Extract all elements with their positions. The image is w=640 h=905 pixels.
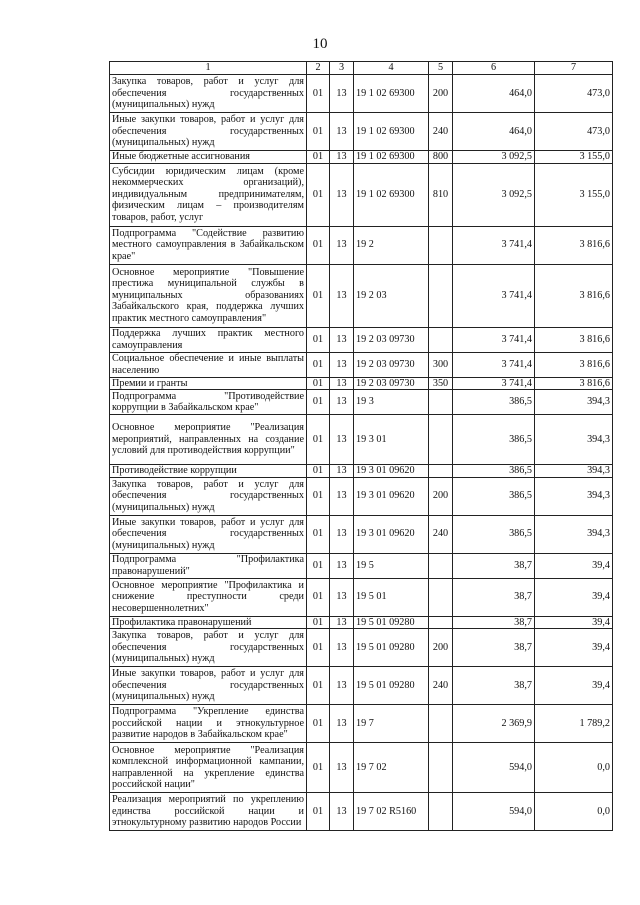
- row-amount-col7: 394,3: [535, 465, 613, 478]
- row-amount-col7: 394,3: [535, 515, 613, 553]
- row-target-article: 19 3 01 09620: [354, 465, 429, 478]
- row-amount-col6: 386,5: [453, 477, 535, 515]
- row-subsection: 13: [330, 553, 354, 578]
- row-amount-col7: 394,3: [535, 415, 613, 465]
- row-name: Иные бюджетные ассигнования: [110, 151, 307, 164]
- row-subsection: 13: [330, 264, 354, 327]
- row-amount-col6: 3 741,4: [453, 352, 535, 377]
- row-target-article: 19 1 02 69300: [354, 75, 429, 113]
- row-target-article: 19 2 03 09730: [354, 352, 429, 377]
- row-expense-type: 240: [429, 667, 453, 705]
- row-section: 01: [307, 578, 330, 616]
- table-row: [110, 667, 613, 705]
- row-amount-col6: 2 369,9: [453, 705, 535, 743]
- row-amount-col6: 38,7: [453, 553, 535, 578]
- row-amount-col7: 3 816,6: [535, 352, 613, 377]
- row-subsection: 13: [330, 793, 354, 831]
- column-header: 7: [535, 62, 613, 75]
- column-header: 5: [429, 62, 453, 75]
- row-amount-col7: 0,0: [535, 793, 613, 831]
- row-name: Основное мероприятие "Профилактика и снижение преступности среди несовершеннолетних": [110, 578, 307, 616]
- row-name: Субсидии юридическим лицам (кроме некоммерческих организаций), индивидуальным предпринимателям, физическим лицам – производителям товаров, работ, услуг: [110, 163, 307, 226]
- row-subsection: 13: [330, 667, 354, 705]
- row-name: Подпрограмма "Содействие развитию местного самоуправления в Забайкальском крае": [110, 226, 307, 264]
- row-name: Подпрограмма "Укрепление единства российской нации и этнокультурное развитие народов в Забайкальском крае": [110, 705, 307, 743]
- row-section: 01: [307, 415, 330, 465]
- row-section: 01: [307, 151, 330, 164]
- row-amount-col7: 3 816,6: [535, 226, 613, 264]
- row-name: Подпрограмма "Противодействие коррупции в Забайкальском крае": [110, 390, 307, 415]
- table-row: [110, 327, 613, 352]
- row-section: 01: [307, 477, 330, 515]
- row-name: Основное мероприятие "Реализация мероприятий, направленных на создание условий для противодействия коррупции": [110, 415, 307, 465]
- row-expense-type: [429, 465, 453, 478]
- row-section: 01: [307, 75, 330, 113]
- row-target-article: 19 3 01 09620: [354, 477, 429, 515]
- row-amount-col7: 3 816,6: [535, 264, 613, 327]
- budget-table: [109, 61, 613, 831]
- table-row: [110, 578, 613, 616]
- row-section: 01: [307, 113, 330, 151]
- row-expense-type: [429, 793, 453, 831]
- table-row: [110, 415, 613, 465]
- row-subsection: 13: [330, 226, 354, 264]
- row-expense-type: [429, 327, 453, 352]
- row-target-article: 19 3 01 09620: [354, 515, 429, 553]
- row-section: 01: [307, 390, 330, 415]
- row-subsection: 13: [330, 390, 354, 415]
- row-section: 01: [307, 793, 330, 831]
- row-subsection: 13: [330, 113, 354, 151]
- row-amount-col6: 3 741,4: [453, 264, 535, 327]
- row-expense-type: 200: [429, 477, 453, 515]
- table-row: [110, 264, 613, 327]
- row-amount-col6: 3 741,4: [453, 327, 535, 352]
- row-amount-col7: 3 816,6: [535, 377, 613, 390]
- row-amount-col6: 3 092,5: [453, 151, 535, 164]
- row-expense-type: 300: [429, 352, 453, 377]
- row-name: Иные закупки товаров, работ и услуг для обеспечения государственных (муниципальных) нужд: [110, 113, 307, 151]
- row-section: 01: [307, 616, 330, 629]
- table-row: [110, 352, 613, 377]
- row-amount-col7: 39,4: [535, 616, 613, 629]
- column-header: 1: [110, 62, 307, 75]
- row-expense-type: 810: [429, 163, 453, 226]
- row-subsection: 13: [330, 75, 354, 113]
- row-subsection: 13: [330, 515, 354, 553]
- row-expense-type: 240: [429, 515, 453, 553]
- row-name: Закупка товаров, работ и услуг для обеспечения государственных (муниципальных) нужд: [110, 629, 307, 667]
- row-amount-col7: 39,4: [535, 578, 613, 616]
- row-section: 01: [307, 667, 330, 705]
- row-amount-col6: 386,5: [453, 415, 535, 465]
- row-target-article: 19 1 02 69300: [354, 151, 429, 164]
- row-amount-col7: 39,4: [535, 629, 613, 667]
- row-subsection: 13: [330, 151, 354, 164]
- table-row: [110, 75, 613, 113]
- row-expense-type: [429, 553, 453, 578]
- column-header: 3: [330, 62, 354, 75]
- row-expense-type: 240: [429, 113, 453, 151]
- row-subsection: 13: [330, 377, 354, 390]
- row-amount-col7: 39,4: [535, 667, 613, 705]
- column-header: 6: [453, 62, 535, 75]
- row-section: 01: [307, 515, 330, 553]
- row-expense-type: 200: [429, 75, 453, 113]
- row-section: 01: [307, 553, 330, 578]
- row-target-article: 19 2: [354, 226, 429, 264]
- row-amount-col6: 3 741,4: [453, 226, 535, 264]
- table-row: [110, 113, 613, 151]
- row-target-article: 19 5 01 09280: [354, 629, 429, 667]
- row-target-article: 19 1 02 69300: [354, 163, 429, 226]
- row-name: Иные закупки товаров, работ и услуг для обеспечения государственных (муниципальных) нужд: [110, 667, 307, 705]
- row-name: Поддержка лучших практик местного самоуправления: [110, 327, 307, 352]
- row-amount-col7: 39,4: [535, 553, 613, 578]
- row-amount-col6: 464,0: [453, 113, 535, 151]
- row-target-article: 19 2 03: [354, 264, 429, 327]
- row-section: 01: [307, 465, 330, 478]
- row-section: 01: [307, 705, 330, 743]
- table-row: [110, 477, 613, 515]
- row-amount-col7: 3 155,0: [535, 151, 613, 164]
- row-amount-col7: 3 816,6: [535, 327, 613, 352]
- table-row: [110, 743, 613, 793]
- row-amount-col6: 3 741,4: [453, 377, 535, 390]
- row-subsection: 13: [330, 616, 354, 629]
- row-amount-col7: 473,0: [535, 75, 613, 113]
- row-target-article: 19 3: [354, 390, 429, 415]
- table-row: [110, 151, 613, 164]
- row-section: 01: [307, 163, 330, 226]
- row-subsection: 13: [330, 705, 354, 743]
- table-row: [110, 465, 613, 478]
- row-subsection: 13: [330, 163, 354, 226]
- row-amount-col6: 38,7: [453, 629, 535, 667]
- row-target-article: 19 5 01 09280: [354, 667, 429, 705]
- row-section: 01: [307, 226, 330, 264]
- column-header: 4: [354, 62, 429, 75]
- table-row: [110, 553, 613, 578]
- row-name: Реализация мероприятий по укреплению единства российской нации и этнокультурному развитию народов России: [110, 793, 307, 831]
- row-name: Профилактика правонарушений: [110, 616, 307, 629]
- row-subsection: 13: [330, 743, 354, 793]
- row-target-article: 19 5 01: [354, 578, 429, 616]
- table-row: [110, 515, 613, 553]
- row-target-article: 19 3 01: [354, 415, 429, 465]
- row-name: Основное мероприятие "Реализация комплексной информационной кампании, направленной на укрепление единства российской нации": [110, 743, 307, 793]
- row-name: Подпрограмма "Профилактика правонарушений": [110, 553, 307, 578]
- row-subsection: 13: [330, 477, 354, 515]
- row-expense-type: [429, 390, 453, 415]
- row-target-article: 19 7: [354, 705, 429, 743]
- row-amount-col6: 386,5: [453, 515, 535, 553]
- row-amount-col6: 464,0: [453, 75, 535, 113]
- row-amount-col7: 1 789,2: [535, 705, 613, 743]
- row-name: Противодействие коррупции: [110, 465, 307, 478]
- row-amount-col6: 386,5: [453, 465, 535, 478]
- row-amount-col7: 394,3: [535, 390, 613, 415]
- table-row: [110, 629, 613, 667]
- row-expense-type: 200: [429, 629, 453, 667]
- row-section: 01: [307, 629, 330, 667]
- row-expense-type: [429, 743, 453, 793]
- row-expense-type: [429, 705, 453, 743]
- row-section: 01: [307, 377, 330, 390]
- table-row: [110, 377, 613, 390]
- row-amount-col7: 394,3: [535, 477, 613, 515]
- table-row: [110, 705, 613, 743]
- row-amount-col6: 3 092,5: [453, 163, 535, 226]
- row-subsection: 13: [330, 629, 354, 667]
- row-subsection: 13: [330, 352, 354, 377]
- row-amount-col7: 3 155,0: [535, 163, 613, 226]
- table-row: [110, 226, 613, 264]
- table-row: [110, 793, 613, 831]
- row-subsection: 13: [330, 578, 354, 616]
- row-target-article: 19 5 01 09280: [354, 616, 429, 629]
- row-expense-type: 350: [429, 377, 453, 390]
- row-subsection: 13: [330, 465, 354, 478]
- row-name: Основное мероприятие "Повышение престижа муниципальной службы в муниципальных образованиях Забайкальского края, поддержка лучших практик местного самоуправления": [110, 264, 307, 327]
- row-amount-col6: 386,5: [453, 390, 535, 415]
- row-subsection: 13: [330, 415, 354, 465]
- row-name: Закупка товаров, работ и услуг для обеспечения государственных (муниципальных) нужд: [110, 75, 307, 113]
- row-section: 01: [307, 352, 330, 377]
- row-target-article: 19 2 03 09730: [354, 377, 429, 390]
- row-expense-type: [429, 264, 453, 327]
- row-target-article: 19 2 03 09730: [354, 327, 429, 352]
- row-target-article: 19 5: [354, 553, 429, 578]
- row-name: Иные закупки товаров, работ и услуг для обеспечения государственных (муниципальных) нужд: [110, 515, 307, 553]
- column-header: 2: [307, 62, 330, 75]
- row-amount-col6: 38,7: [453, 667, 535, 705]
- row-expense-type: [429, 415, 453, 465]
- row-amount-col6: 594,0: [453, 743, 535, 793]
- row-amount-col6: 38,7: [453, 578, 535, 616]
- row-amount-col7: 0,0: [535, 743, 613, 793]
- row-expense-type: [429, 578, 453, 616]
- row-expense-type: 800: [429, 151, 453, 164]
- row-name: Закупка товаров, работ и услуг для обеспечения государственных (муниципальных) нужд: [110, 477, 307, 515]
- row-target-article: 19 7 02 R5160: [354, 793, 429, 831]
- row-amount-col7: 473,0: [535, 113, 613, 151]
- row-section: 01: [307, 264, 330, 327]
- row-section: 01: [307, 743, 330, 793]
- row-amount-col6: 38,7: [453, 616, 535, 629]
- row-amount-col6: 594,0: [453, 793, 535, 831]
- row-name: Социальное обеспечение и иные выплаты населению: [110, 352, 307, 377]
- header-row: [110, 62, 613, 75]
- row-target-article: 19 1 02 69300: [354, 113, 429, 151]
- page-number: 10: [312, 36, 328, 52]
- row-section: 01: [307, 327, 330, 352]
- table-row: [110, 163, 613, 226]
- row-expense-type: [429, 226, 453, 264]
- row-subsection: 13: [330, 327, 354, 352]
- table-row: [110, 390, 613, 415]
- row-target-article: 19 7 02: [354, 743, 429, 793]
- table-row: [110, 616, 613, 629]
- row-expense-type: [429, 616, 453, 629]
- row-name: Премии и гранты: [110, 377, 307, 390]
